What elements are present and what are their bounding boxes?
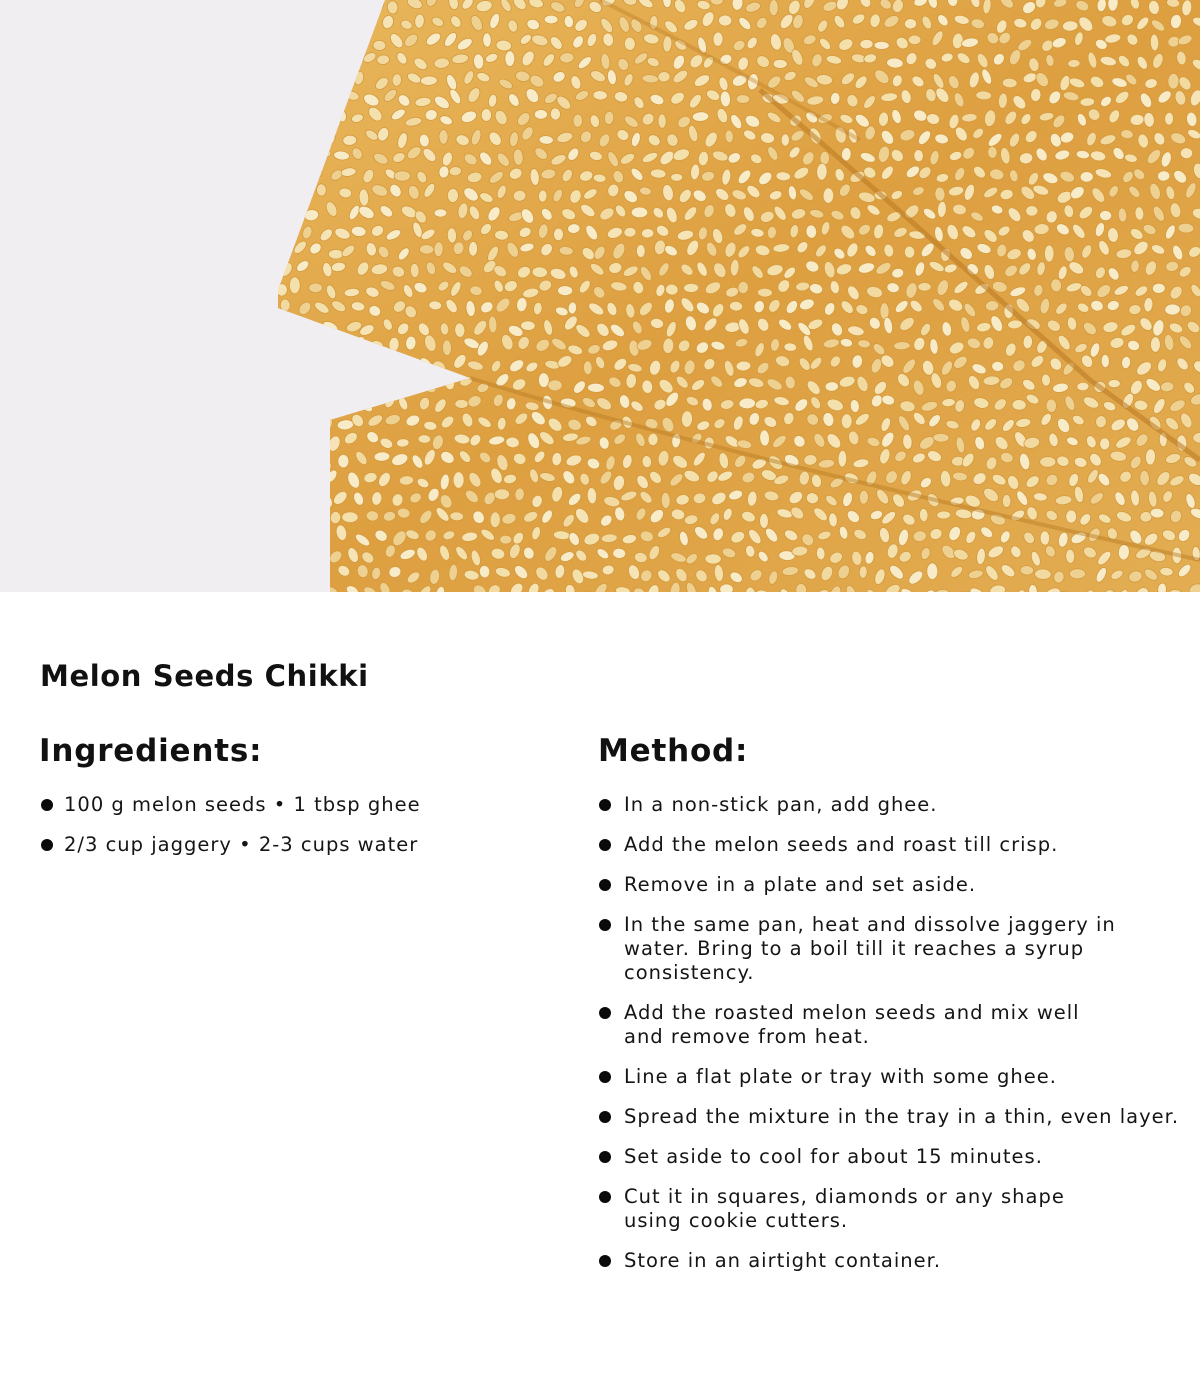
seed-texture bbox=[820, 151, 830, 165]
seed-texture bbox=[521, 321, 536, 331]
seed-texture bbox=[987, 146, 997, 158]
seed-texture bbox=[823, 188, 834, 204]
method-step bbox=[598, 1065, 1188, 1089]
seed-texture bbox=[683, 283, 698, 292]
seed-texture bbox=[439, 130, 448, 145]
seed-texture bbox=[636, 244, 645, 257]
seed-texture bbox=[918, 282, 931, 291]
seed-texture bbox=[874, 41, 889, 49]
seed-texture bbox=[490, 512, 501, 528]
seed-texture bbox=[505, 51, 515, 67]
method-step bbox=[598, 1145, 1188, 1169]
seed-texture bbox=[648, 433, 659, 446]
seed-texture bbox=[1108, 380, 1120, 388]
seed-texture bbox=[419, 244, 434, 254]
seed-texture bbox=[338, 454, 349, 468]
ingredients-heading: Ingredients: bbox=[39, 733, 263, 769]
method-step-text: Add the roasted melon seeds and mix well and remove from heat. bbox=[624, 1001, 1080, 1048]
method-step-text: Set aside to cool for about 15 minutes. bbox=[624, 1145, 1043, 1168]
seed-texture bbox=[757, 288, 772, 297]
seed-texture bbox=[1026, 205, 1038, 216]
seed-texture bbox=[641, 228, 654, 238]
seed-texture bbox=[624, 227, 637, 237]
seed-texture bbox=[1100, 438, 1110, 450]
seed-texture bbox=[671, 173, 683, 181]
seed-texture bbox=[705, 554, 722, 564]
method-step-text: In a non-stick pan, add ghee. bbox=[624, 793, 938, 816]
seed-texture bbox=[1012, 399, 1027, 410]
bullet-icon bbox=[41, 799, 53, 811]
seed-texture bbox=[713, 32, 724, 47]
seed-texture bbox=[825, 381, 839, 391]
seed-texture bbox=[859, 490, 869, 504]
seed-texture bbox=[991, 361, 1004, 372]
seed-texture bbox=[534, 110, 547, 120]
seed-texture bbox=[418, 435, 431, 444]
seed-texture bbox=[860, 39, 874, 49]
seed-texture bbox=[720, 584, 734, 592]
bullet-icon bbox=[599, 1191, 611, 1203]
seed-texture bbox=[328, 249, 343, 259]
bullet-icon bbox=[599, 1151, 611, 1163]
method-step bbox=[598, 1105, 1188, 1129]
method-step-text: Store in an airtight container. bbox=[624, 1249, 942, 1272]
seed-texture bbox=[394, 171, 410, 181]
seed-texture bbox=[631, 207, 648, 218]
method-step-text: In the same pan, heat and dissolve jaggery in water. Bring to a boil till it reaches a syrup consistency. bbox=[624, 913, 1116, 984]
method-step-text: Cut it in squares, diamonds or any shape using cookie cutters. bbox=[624, 1185, 1065, 1232]
seed-texture bbox=[1164, 112, 1173, 125]
method-steps-list bbox=[598, 793, 1188, 1289]
bullet-icon bbox=[599, 1255, 611, 1267]
ingredient-text: 2/3 cup jaggery • 2-3 cups water bbox=[64, 833, 419, 856]
bullet-icon bbox=[599, 1111, 611, 1123]
seed-texture bbox=[289, 277, 300, 294]
seed-texture bbox=[557, 285, 572, 295]
seed-texture bbox=[434, 209, 447, 217]
seed-texture bbox=[1099, 210, 1112, 221]
seed-texture bbox=[718, 15, 732, 27]
seed-texture bbox=[481, 109, 491, 122]
ingredient-text: 100 g melon seeds • 1 tbsp ghee bbox=[64, 793, 421, 816]
method-step bbox=[598, 1185, 1188, 1233]
seed-texture bbox=[482, 33, 491, 47]
hero-photo bbox=[0, 0, 1200, 592]
seed-texture bbox=[1069, 569, 1085, 579]
seed-texture bbox=[1044, 245, 1054, 262]
seed-texture bbox=[573, 114, 583, 127]
bullet-icon bbox=[599, 799, 611, 811]
seed-texture bbox=[539, 135, 554, 144]
seed-texture bbox=[1040, 457, 1056, 468]
seed-texture bbox=[1168, 73, 1179, 89]
seed-texture bbox=[1101, 354, 1110, 368]
seed-texture bbox=[587, 383, 604, 393]
ingredient-item bbox=[40, 833, 560, 857]
seed-texture bbox=[1080, 171, 1093, 182]
method-step bbox=[598, 913, 1188, 985]
recipe-title: Melon Seeds Chikki bbox=[40, 659, 369, 693]
seed-texture bbox=[759, 513, 768, 528]
seed-texture bbox=[781, 134, 789, 146]
seed-texture bbox=[933, 433, 949, 442]
seed-texture bbox=[913, 149, 923, 162]
seed-texture bbox=[550, 108, 561, 121]
seed-texture bbox=[1066, 510, 1077, 523]
seed-texture bbox=[841, 414, 852, 429]
seed-texture bbox=[1002, 495, 1011, 508]
seed-texture bbox=[937, 511, 951, 519]
seed-texture bbox=[658, 114, 666, 129]
method-step bbox=[598, 793, 1188, 817]
method-step bbox=[598, 1001, 1188, 1049]
seed-texture bbox=[737, 281, 748, 294]
seed-texture bbox=[468, 241, 477, 256]
seed-texture bbox=[838, 450, 847, 467]
seed-texture bbox=[1150, 337, 1160, 353]
seed-texture bbox=[1020, 565, 1034, 575]
seed-texture bbox=[1040, 531, 1050, 546]
seed-texture bbox=[453, 472, 464, 489]
seed-texture bbox=[500, 535, 512, 544]
seed-texture bbox=[1180, 147, 1193, 158]
seed-texture bbox=[593, 90, 608, 100]
method-step-text: Add the melon seeds and roast till crisp. bbox=[624, 833, 1059, 856]
seed-texture bbox=[1046, 399, 1057, 413]
chikki-photo-illustration bbox=[0, 0, 1200, 592]
seed-texture bbox=[1165, 304, 1181, 316]
seed-texture bbox=[583, 361, 592, 375]
bullet-icon bbox=[599, 879, 611, 891]
seed-texture bbox=[769, 0, 778, 16]
bullet-icon bbox=[599, 839, 611, 851]
seed-texture bbox=[1152, 283, 1165, 294]
bullet-icon bbox=[599, 1071, 611, 1083]
seed-texture bbox=[904, 18, 917, 29]
seed-texture bbox=[1080, 97, 1095, 106]
method-step bbox=[598, 833, 1188, 857]
seed-texture bbox=[309, 283, 323, 293]
bullet-icon bbox=[599, 1007, 611, 1019]
method-step-text: Line a flat plate or tray with some ghee. bbox=[624, 1065, 1057, 1088]
method-step bbox=[598, 873, 1188, 897]
seed-texture bbox=[773, 59, 787, 68]
seed-texture bbox=[494, 489, 509, 500]
seed-texture bbox=[455, 399, 469, 408]
seed-texture bbox=[1067, 59, 1080, 68]
method-step bbox=[598, 1249, 1188, 1273]
seed-texture bbox=[927, 563, 938, 580]
method-step-text: Spread the mixture in the tray in a thin, even layer. bbox=[624, 1105, 1180, 1128]
seed-texture bbox=[893, 341, 910, 350]
seed-texture bbox=[420, 76, 437, 86]
ingredients-list bbox=[40, 793, 560, 873]
seed-texture bbox=[442, 340, 451, 356]
ingredient-item bbox=[40, 793, 560, 817]
bullet-icon bbox=[599, 919, 611, 931]
seed-texture bbox=[316, 184, 326, 197]
bullet-icon bbox=[41, 839, 53, 851]
seed-texture bbox=[342, 512, 359, 523]
method-heading: Method: bbox=[598, 733, 749, 769]
seed-texture bbox=[661, 492, 671, 509]
seed-texture bbox=[736, 94, 750, 103]
method-step-text: Remove in a plate and set aside. bbox=[624, 873, 977, 896]
seed-texture bbox=[544, 15, 558, 24]
seed-texture bbox=[908, 35, 921, 45]
seed-texture bbox=[447, 188, 458, 202]
seed-texture bbox=[553, 228, 563, 241]
seed-texture bbox=[548, 380, 563, 391]
